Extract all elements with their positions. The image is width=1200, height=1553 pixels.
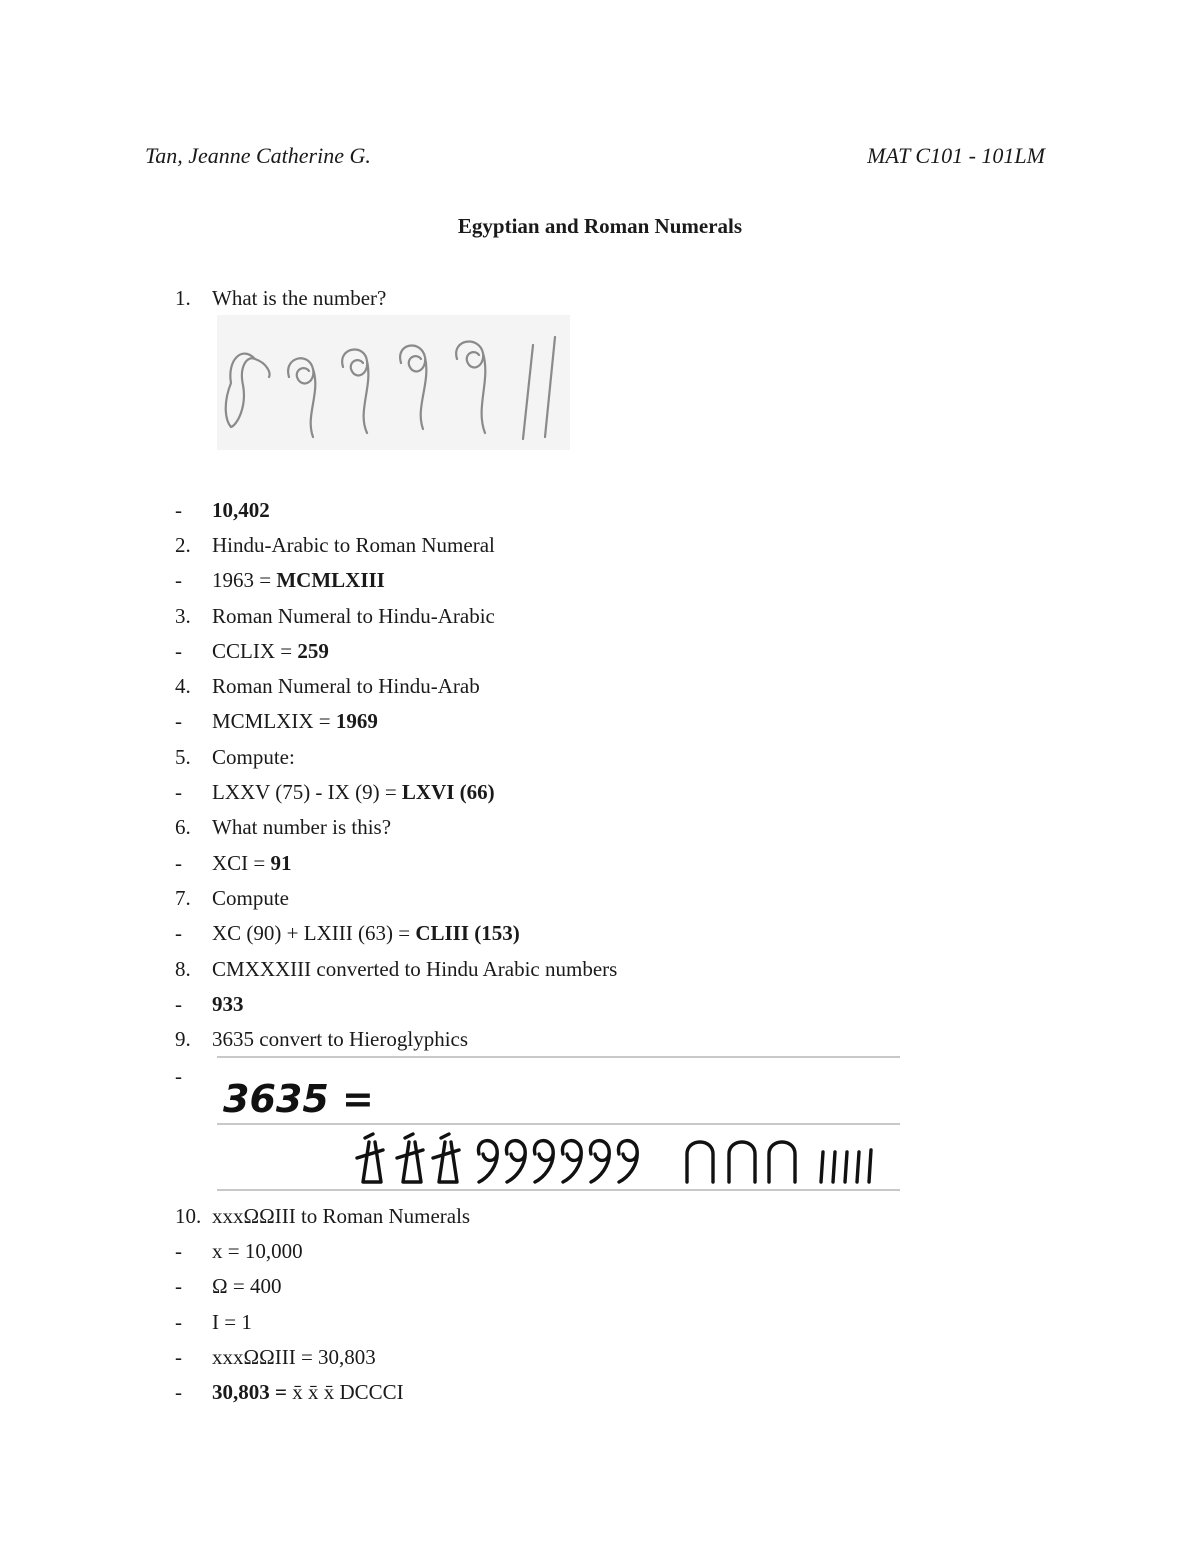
egyptian-numeral-drawing xyxy=(217,315,570,450)
answer-expression: LXXV (75) - IX (9) = xyxy=(212,780,402,804)
answer-expression: XCI = xyxy=(212,851,271,875)
list-marker: - xyxy=(175,498,182,522)
question-text: What is the number? xyxy=(212,286,387,310)
list-marker: - xyxy=(175,568,182,592)
sub-item-text: Ω = 400 xyxy=(212,1274,282,1298)
answer-value: 10,402 xyxy=(212,498,270,522)
coil-glyph-2 xyxy=(342,350,368,433)
list-marker: - xyxy=(175,780,182,804)
answer-expression: 1963 = xyxy=(212,568,277,592)
sub-item-text: xxxΩΩIII = 30,803 xyxy=(212,1345,376,1369)
stroke-glyph xyxy=(869,1150,871,1182)
list-marker: 6. xyxy=(175,815,191,839)
stroke-glyph-2 xyxy=(545,337,555,437)
stroke-glyph xyxy=(845,1152,847,1182)
answer-line xyxy=(212,709,378,734)
stroke-glyph-1 xyxy=(523,345,533,439)
list-marker: - xyxy=(175,709,182,733)
coil-glyph xyxy=(618,1141,637,1182)
list-marker: - xyxy=(175,1310,182,1334)
stroke-glyph xyxy=(821,1152,823,1182)
answer-value: 91 xyxy=(270,851,292,875)
hieroglyphics-figure xyxy=(217,1054,900,1194)
answer-value: 1969 xyxy=(335,709,378,733)
answer-value: 933 xyxy=(212,992,244,1016)
answer-line xyxy=(212,568,385,593)
author-name: Tan, Jeanne Catherine G. xyxy=(145,143,371,168)
heel-glyph xyxy=(769,1142,795,1182)
question-text: Compute: xyxy=(212,745,295,769)
list-marker: 7. xyxy=(175,886,191,910)
coil-glyph xyxy=(478,1141,497,1182)
answer-line xyxy=(212,1380,404,1405)
answer-line xyxy=(212,921,520,946)
list-marker: - xyxy=(175,1274,182,1298)
coil-glyph xyxy=(590,1141,609,1182)
lotus-glyph xyxy=(357,1134,383,1182)
list-marker: 9. xyxy=(175,1027,191,1051)
list-marker: 1. xyxy=(175,286,191,310)
sub-item-text: I = 1 xyxy=(212,1310,252,1334)
question-text: Compute xyxy=(212,886,289,910)
lotus-glyph xyxy=(226,354,270,427)
stroke-glyph xyxy=(857,1152,859,1182)
answer-expression: x̄ x̄ x̄ DCCCI xyxy=(292,1380,404,1404)
page-title: Egyptian and Roman Numerals xyxy=(457,214,743,238)
sub-item-text: x = 10,000 xyxy=(212,1239,303,1263)
answer-expression: XC (90) + LXIII (63) = xyxy=(212,921,416,945)
list-marker: - xyxy=(175,1064,182,1088)
lotus-glyph xyxy=(433,1134,459,1182)
answer-line xyxy=(212,639,329,664)
coil-glyph-3 xyxy=(400,346,426,429)
list-marker: 8. xyxy=(175,957,191,981)
coil-glyph xyxy=(506,1141,525,1182)
question-text: CMXXXIII converted to Hindu Arabic numbers xyxy=(212,957,618,981)
list-marker: 3. xyxy=(175,604,191,628)
question-text: 3635 convert to Hieroglyphics xyxy=(212,1027,469,1051)
list-marker: - xyxy=(175,1345,182,1369)
heel-glyph xyxy=(687,1142,713,1182)
answer-line xyxy=(212,780,495,805)
lotus-glyph xyxy=(397,1134,423,1182)
list-marker: - xyxy=(175,851,182,875)
list-marker: - xyxy=(175,639,182,663)
answer-expression: CCLIX = xyxy=(212,639,298,663)
heel-glyph xyxy=(729,1142,755,1182)
list-marker: - xyxy=(175,921,182,945)
question-text: Roman Numeral to Hindu-Arab xyxy=(212,674,480,698)
coil-glyph xyxy=(562,1141,581,1182)
question-text: xxxΩΩIII to Roman Numerals xyxy=(212,1204,471,1228)
list-marker: 4. xyxy=(175,674,191,698)
question-text: Roman Numeral to Hindu-Arabic xyxy=(212,604,495,628)
answer-line xyxy=(212,851,292,876)
answer-expression: MCMLXIX = xyxy=(212,709,336,733)
handwritten-label: 3635 = xyxy=(223,1077,374,1121)
question-text: What number is this? xyxy=(212,815,392,839)
hieroglyphics-drawing xyxy=(217,1054,900,1194)
answer-value: 30,803 = xyxy=(212,1380,293,1404)
answer-value: 259 xyxy=(297,639,329,663)
list-marker: 5. xyxy=(175,745,191,769)
stroke-glyph xyxy=(833,1152,835,1182)
list-marker: 10. xyxy=(175,1204,202,1228)
coil-glyph-1 xyxy=(288,358,315,437)
course-code: MAT C101 - 101LM xyxy=(867,143,1045,168)
list-marker: - xyxy=(175,1239,182,1263)
list-marker: 2. xyxy=(175,533,191,557)
coil-glyph xyxy=(534,1141,553,1182)
list-marker: - xyxy=(175,992,182,1016)
answer-value: LXVI (66) xyxy=(401,780,495,804)
list-marker: - xyxy=(175,1380,182,1404)
answer-value: CLIII (153) xyxy=(415,921,520,945)
coil-glyph-4 xyxy=(456,342,485,433)
egyptian-numeral-figure xyxy=(217,315,570,450)
question-text: Hindu-Arabic to Roman Numeral xyxy=(212,533,495,557)
answer-value: MCMLXIII xyxy=(276,568,385,592)
